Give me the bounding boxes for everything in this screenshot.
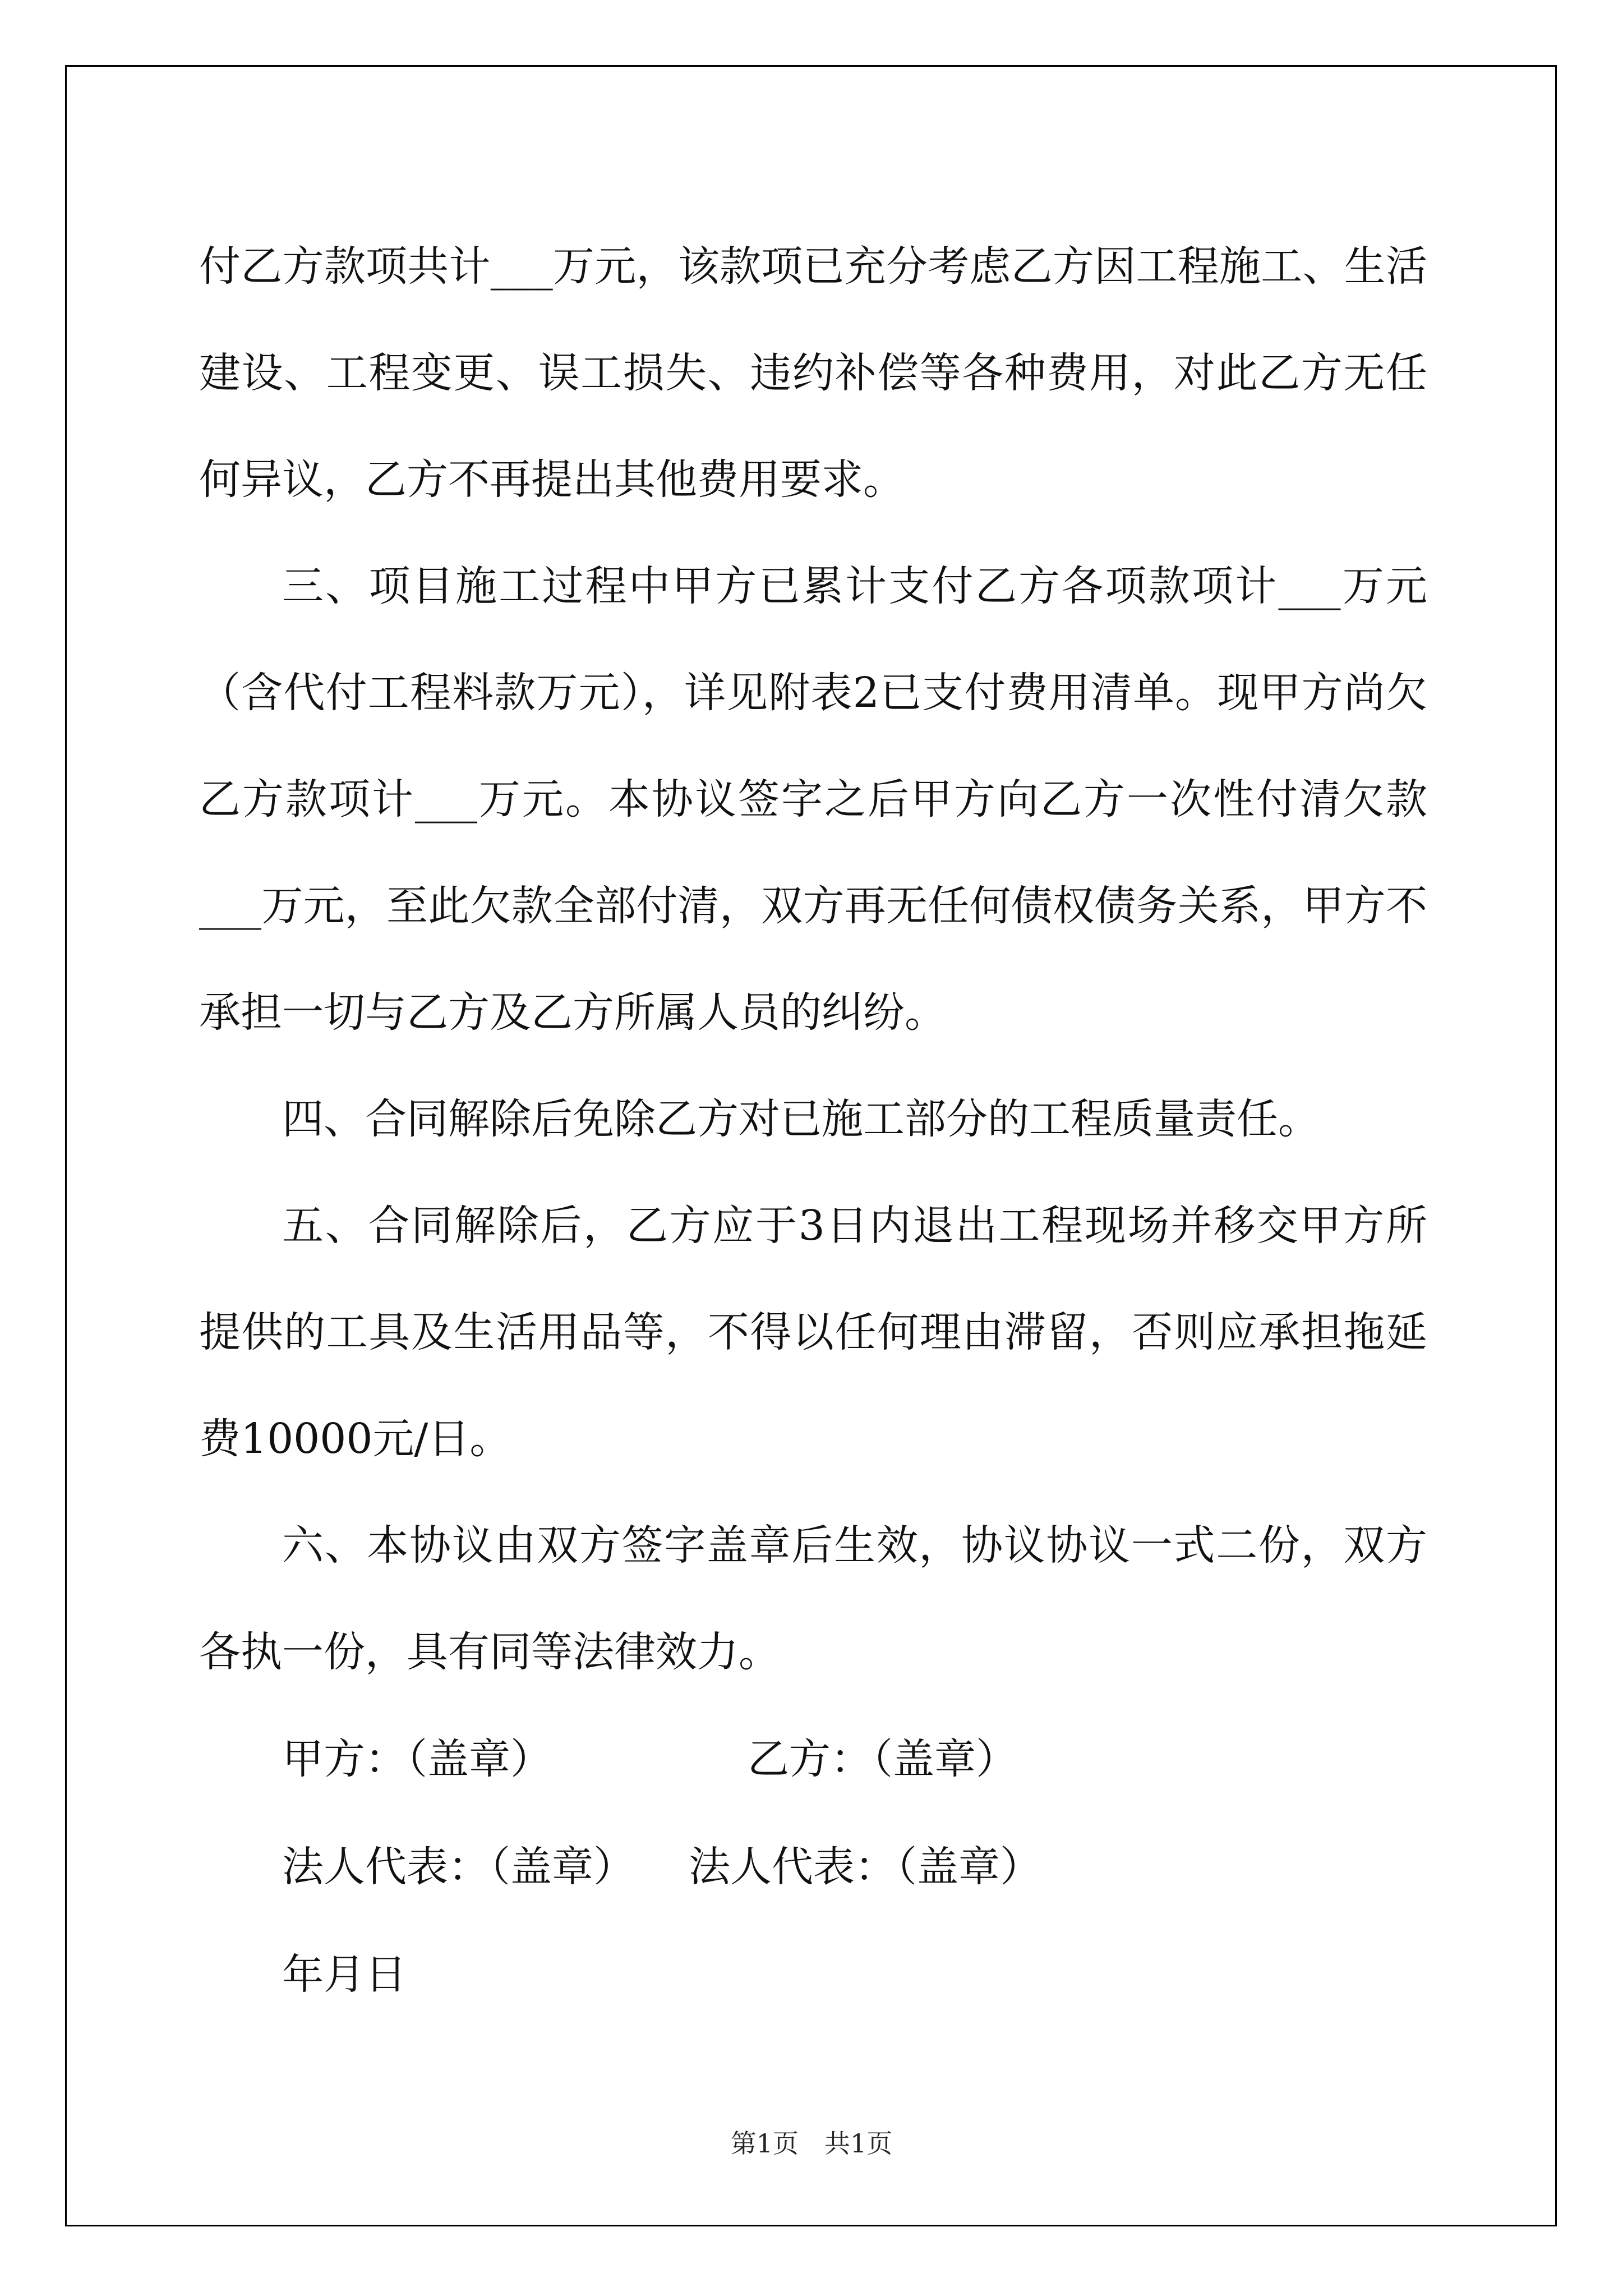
party-a-seal: 甲方：（盖章）	[282, 1735, 552, 1783]
paragraph-clause-4: 四、合同解除后免除乙方对已施工部分的工程质量责任。	[282, 1095, 1320, 1143]
signature-row-representatives	[199, 1813, 1427, 1921]
signature-row-parties	[199, 1705, 1427, 1813]
signature-date: 年月日	[282, 1950, 407, 1999]
paragraph-payment-continued: 付乙方款项共计___万元，该款项已充分考虑乙方因工程施工、生活建设、工程变更、误工损失、违约补偿等各种费用，对此乙方无任何异议，乙方不再提出其他费用要求。	[199, 242, 1427, 504]
paragraph-clause-6: 六、本协议由双方签字盖章后生效，协议协议一式二份，双方各执一份，具有同等法律效力。	[199, 1521, 1427, 1676]
page-number-footer: 第1页 共1页	[730, 2128, 893, 2159]
paragraph-clause-5: 五、合同解除后，乙方应于3日内退出工程现场并移交甲方所提供的工具及生活用品等，不得以任何理由滞留，否则应承担拖延费10000元/日。	[199, 1202, 1427, 1463]
document-body	[199, 213, 1427, 2028]
rep-a-seal: 法人代表：（盖章）	[282, 1843, 635, 1891]
party-b-seal: 乙方：（盖章）	[748, 1735, 1017, 1783]
rep-b-seal: 法人代表：（盖章）	[689, 1843, 1041, 1891]
paragraph-clause-3: 三、项目施工过程中甲方已累计支付乙方各项款项计___万元（含代付工程料款万元），详见附表2已支付费用清单。现甲方尚欠乙方款项计___万元。本协议签字之后甲方向乙方一次性付清欠款___万元，至此欠款全部付清，双方再无任何债权债务关系，甲方不承担一切与乙方及乙方所属人员的纠纷。	[199, 562, 1427, 1037]
